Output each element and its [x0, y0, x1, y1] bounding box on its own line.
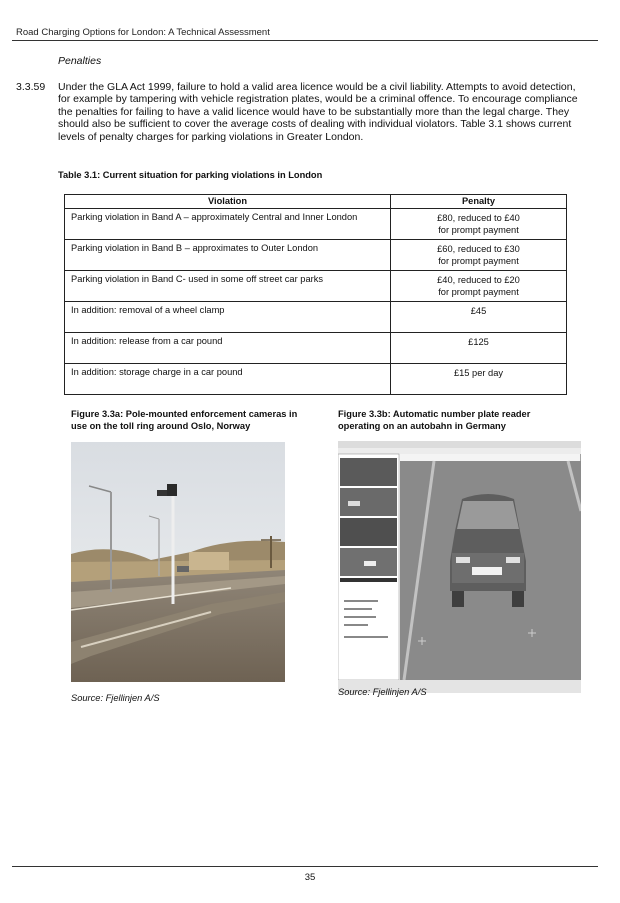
- violation-cell: In addition: storage charge in a car pound: [65, 364, 391, 395]
- penalty-amount: £15 per day: [453, 368, 504, 378]
- penalty-note: for prompt payment: [438, 256, 519, 266]
- table-row: [65, 271, 567, 302]
- violation-cell: Parking violation in Band B – approximates to Outer London: [65, 240, 391, 271]
- figure-a-caption-line1: Figure 3.3a: Pole-mounted enforcement cameras in: [71, 409, 298, 419]
- penalty-amount: £125: [468, 337, 489, 347]
- footer-divider: [12, 866, 598, 867]
- violation-cell: In addition: release from a car pound: [65, 333, 391, 364]
- paragraph-number: 3.3.59: [16, 81, 46, 93]
- figure-b-caption-line1: Figure 3.3b: Automatic number plate reader: [338, 409, 531, 419]
- table-row: [65, 364, 567, 395]
- penalty-amount: £80, reduced to £40: [437, 213, 520, 223]
- violation-cell: Parking violation in Band C- used in some off street car parks: [65, 271, 391, 302]
- figure-a-caption-line2: use on the toll ring around Oslo, Norway: [71, 421, 251, 431]
- oslo-camera-photo: [71, 442, 285, 682]
- penalty-cell: [391, 271, 567, 302]
- table-row: [65, 302, 567, 333]
- document-header: Road Charging Options for London: A Technical Assessment: [16, 27, 270, 38]
- penalty-column-header: Penalty: [391, 195, 567, 209]
- penalty-cell: [391, 240, 567, 271]
- paragraph-text: Under the GLA Act 1999, failure to hold a valid area licence would be a civil liability. Attempts to avoid detection, for example by tampering with vehicle registration plates, would be a criminal offence. To encourage compliance the penalties for failing to have a valid licence would have to be substantially more than the legal charge. They should also be sufficient to cover the average costs of dealing with individual violators. Table 3.1 shows current levels of penalty charges for parking violations in Greater London.: [58, 81, 578, 143]
- figure-b-caption-line2: operating on an autobahn in Germany: [338, 421, 506, 431]
- anpr-screenshot: [338, 441, 581, 693]
- header-divider: [12, 40, 598, 41]
- table-header-row: [65, 195, 567, 209]
- figure-b-caption: [338, 408, 530, 432]
- penalty-amount: £40, reduced to £20: [437, 275, 520, 285]
- penalty-amount: £60, reduced to £30: [437, 244, 520, 254]
- table-row: [65, 209, 567, 240]
- page-number: 35: [304, 872, 316, 883]
- section-title: Penalties: [58, 55, 102, 67]
- violation-cell: Parking violation in Band A – approximately Central and Inner London: [65, 209, 391, 240]
- penalty-cell: [391, 302, 567, 333]
- table-caption: Table 3.1: Current situation for parking violations in London: [58, 170, 323, 180]
- penalty-amount: £45: [470, 306, 487, 316]
- violation-column-header: Violation: [65, 195, 391, 209]
- penalty-cell: [391, 364, 567, 395]
- penalty-note: for prompt payment: [438, 287, 519, 297]
- penalty-cell: [391, 209, 567, 240]
- figure-a-caption: [71, 408, 297, 432]
- figure-b-source: Source: Fjellinjen A/S: [338, 687, 427, 697]
- figure-a-source: Source: Fjellinjen A/S: [71, 693, 160, 703]
- penalty-cell: [391, 333, 567, 364]
- penalty-note: for prompt payment: [438, 225, 519, 235]
- violation-cell: In addition: removal of a wheel clamp: [65, 302, 391, 333]
- table-row: [65, 240, 567, 271]
- table-row: [65, 333, 567, 364]
- violations-table: [64, 194, 567, 395]
